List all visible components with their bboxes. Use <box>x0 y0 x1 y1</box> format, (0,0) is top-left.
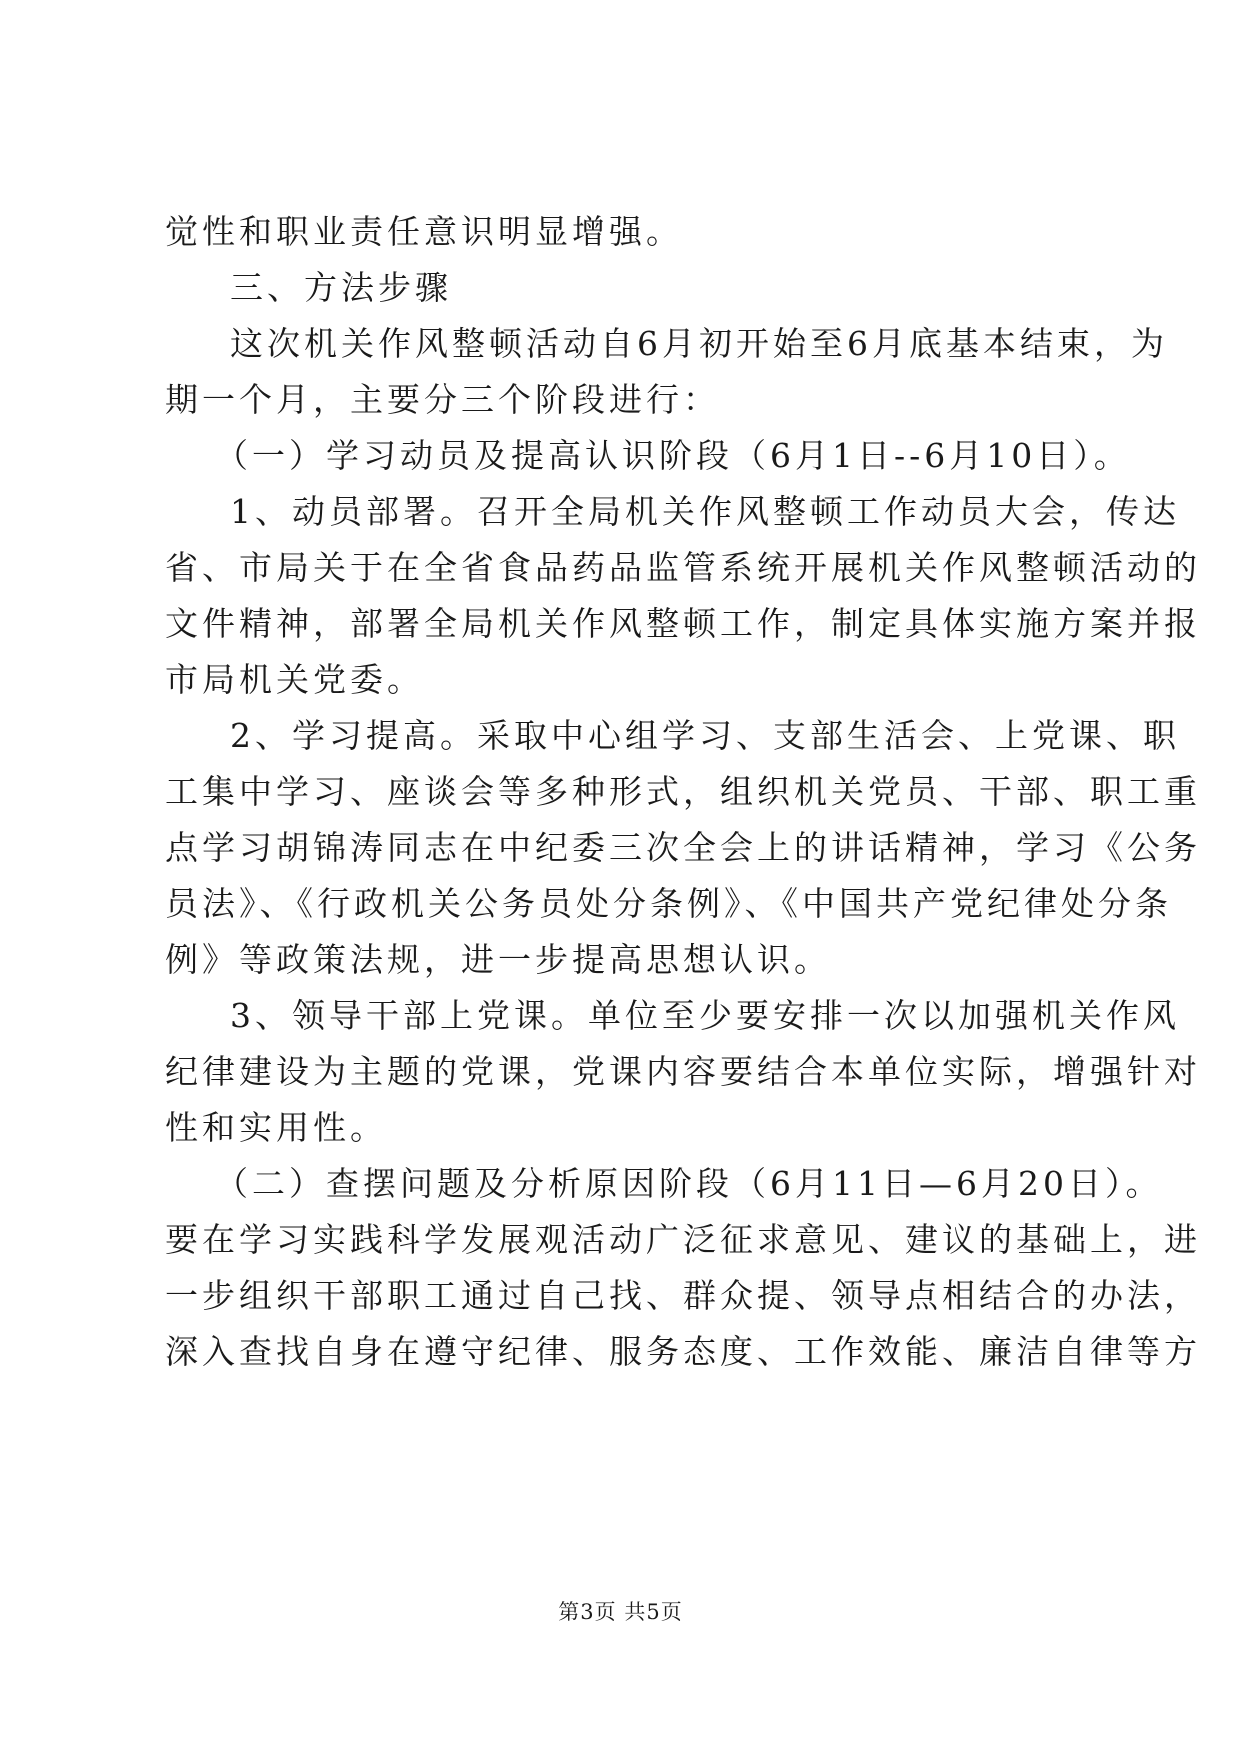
page-number-footer: 第3页 共5页 <box>558 1600 683 1624</box>
paragraph-line: 工集中学习、座谈会等多种形式，组织机关党员、干部、职工重 <box>165 772 1201 811</box>
paragraph-line: 性和实用性。 <box>165 1108 387 1147</box>
paragraph-line: 员法》、《行政机关公务员处分条例》、《中国共产党纪律处分条 <box>165 884 1172 923</box>
paragraph-line: 要在学习实践科学发展观活动广泛征求意见、建议的基础上，进 <box>165 1220 1201 1259</box>
section-heading: 三、方法步骤 <box>230 268 452 307</box>
subsection-heading: （二）查摆问题及分析原因阶段（6月11日—6月20日）。 <box>215 1164 1163 1203</box>
paragraph-line: 深入查找自身在遵守纪律、服务态度、工作效能、廉洁自律等方 <box>165 1332 1201 1371</box>
paragraph-line: 例》等政策法规，进一步提高思想认识。 <box>165 940 831 979</box>
paragraph-line: 觉性和职业责任意识明显增强。 <box>165 212 683 251</box>
paragraph-line: 这次机关作风整顿活动自6月初开始至6月底基本结束，为 <box>230 324 1168 363</box>
paragraph-line: 2、学习提高。采取中心组学习、支部生活会、上党课、职 <box>230 716 1180 755</box>
subsection-heading: （一）学习动员及提高认识阶段（6月1日--6月10日）。 <box>215 436 1131 475</box>
paragraph-line: 文件精神，部署全局机关作风整顿工作，制定具体实施方案并报 <box>165 604 1201 643</box>
paragraph-line: 一步组织干部职工通过自己找、群众提、领导点相结合的办法， <box>165 1276 1201 1315</box>
paragraph-line: 市局机关党委。 <box>165 660 424 699</box>
paragraph-line: 3、领导干部上党课。单位至少要安排一次以加强机关作风 <box>230 996 1180 1035</box>
paragraph-line: 点学习胡锦涛同志在中纪委三次全会上的讲话精神，学习《公务 <box>165 828 1201 867</box>
paragraph-line: 纪律建设为主题的党课，党课内容要结合本单位实际，增强针对 <box>165 1052 1201 1091</box>
paragraph-line: 期一个月，主要分三个阶段进行： <box>165 380 720 419</box>
paragraph-line: 省、市局关于在全省食品药品监管系统开展机关作风整顿活动的 <box>165 548 1201 587</box>
paragraph-line: 1、动员部署。召开全局机关作风整顿工作动员大会，传达 <box>230 492 1180 531</box>
